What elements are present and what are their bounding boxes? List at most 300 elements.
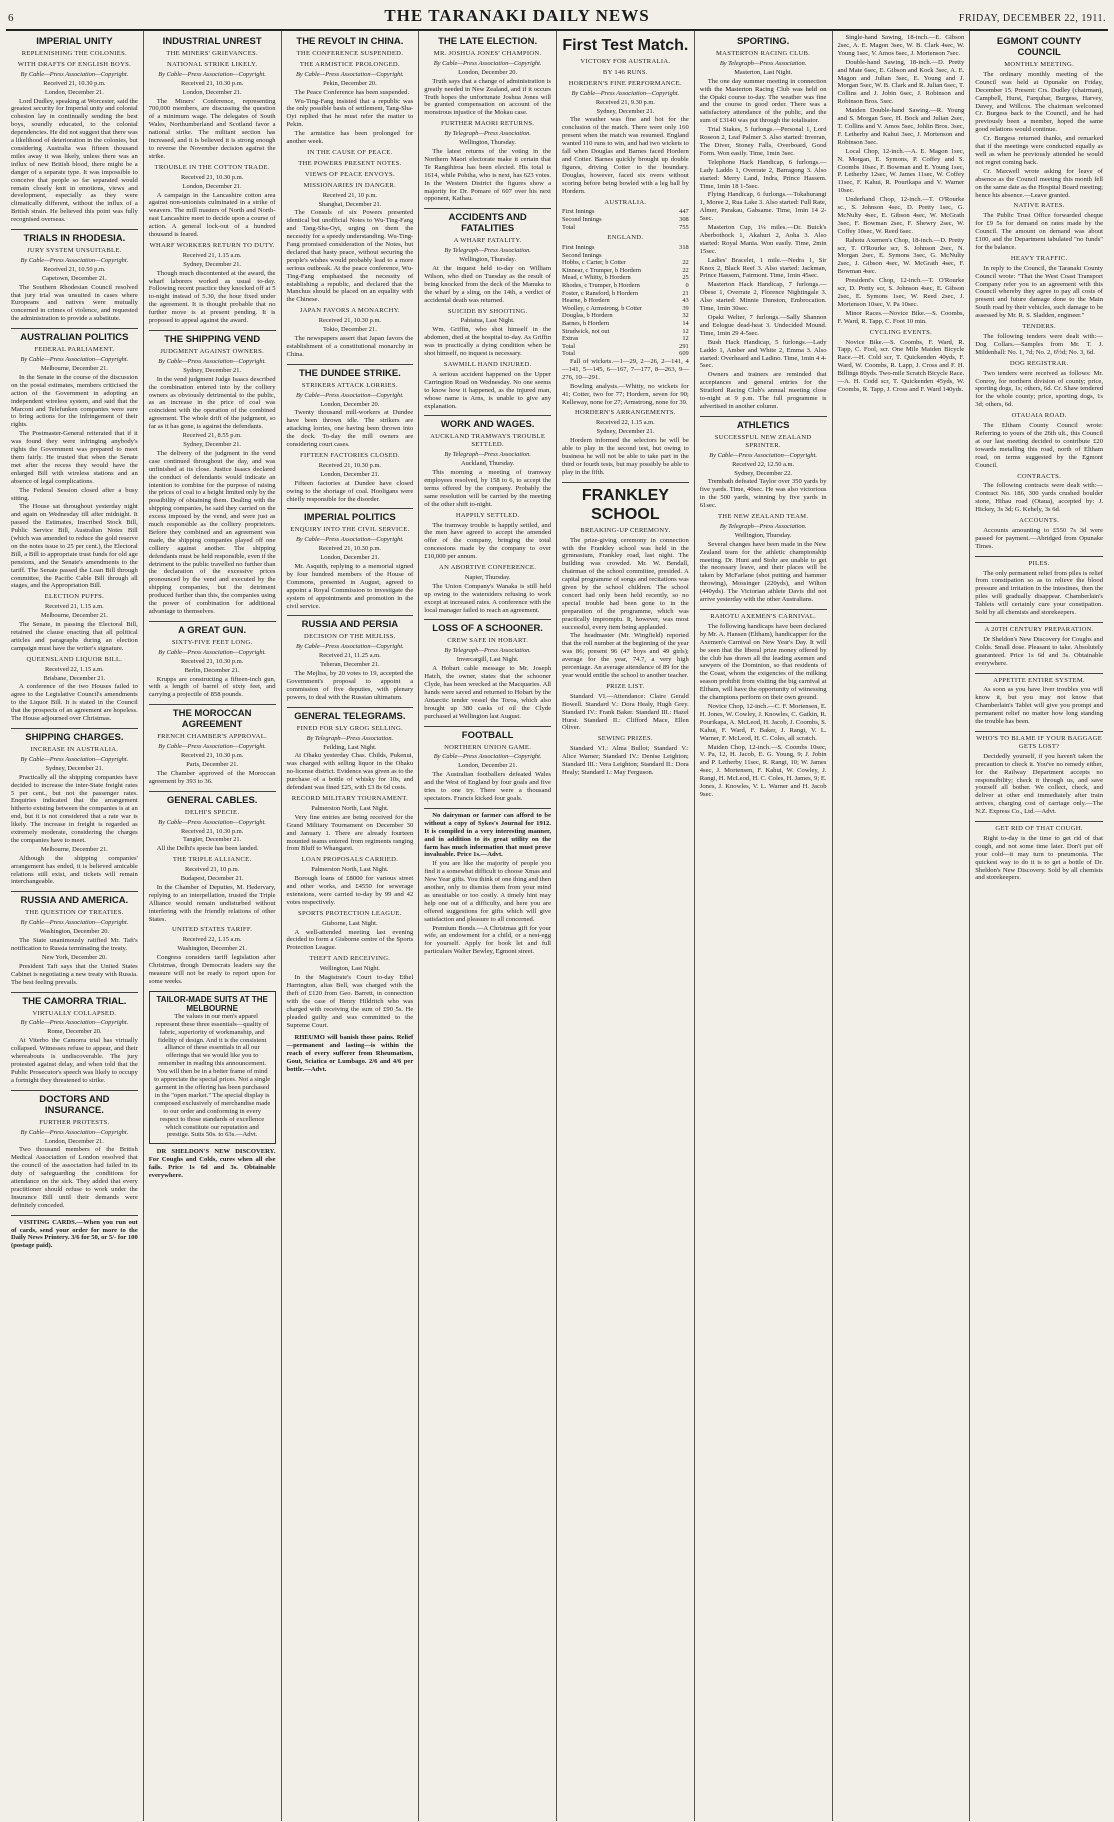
article-body: The tramway trouble is happily settled, and the men have agreed to accept the amended offer of the company, bringing the total concessions made by the company to over £10,000 per annum. xyxy=(424,521,551,561)
article-body: Owners and trainers are reminded that acceptances and general entries for the Stratford Racing Club's annual meeting close to-night at 9 p.m. The full programme is advertised in another column. xyxy=(699,371,827,410)
article-dundee-strike xyxy=(287,368,414,504)
subheading: NATIVE RATES. xyxy=(1013,202,1065,210)
race-result: Bush Hack Handicap, 5 furlongs.—Lady Laddo 1, Amber and White 2, Emma 3. Also started: Overheard and Ladino. Time, 1min 4 4-5sec. xyxy=(699,338,827,370)
article-body: Minor Races.—Novice Bike.—S. Coombs, F. Ward, R. Tapp, C. Foot 10 min. xyxy=(837,309,965,325)
article-moroccan-agreement xyxy=(149,708,276,785)
ad-body: As soon as you have liver troubles you will know it, but you may not know that Chamberlain's Tablet will give you prompt and permanent relief no matter how long standing the trouble has been. xyxy=(975,686,1103,726)
subheading: JUDGMENT AGAINST OWNERS. xyxy=(160,348,265,355)
article-body: The Chamber approved of the Moroccan agreement by 393 to 36. xyxy=(148,769,276,785)
article-body: The following contracts were dealt with:—Contract No. 186, 300 yards crushed boulder stone, Hihau road (Otaua), accepted by: J. Hickey, 3s 3d; G. Kehely, 3s 6d. xyxy=(975,482,1103,514)
headline: ATHLETICS xyxy=(736,419,790,431)
dateline: Berlin, December 21. xyxy=(184,666,240,674)
batting-row: Strudwick, not out 12 xyxy=(562,327,689,335)
byline: By Cable—Press Association—Copyright. xyxy=(158,70,266,78)
subheading: ACCOUNTS. xyxy=(1019,517,1060,525)
article-body: Very fine entries are being received for the Grand Military Tournament on December 30 and January 1. There are already fourteen mounted teams entered from regiments ranging from Bluff to Whangarei. xyxy=(286,813,414,853)
dateline: Sydney, December 22. xyxy=(734,469,793,477)
subheading: A 20TH CENTURY PREPARATION. xyxy=(984,626,1094,633)
subheading: DECISION OF THE MEJLISS. xyxy=(304,633,396,641)
fall-of-wickets: Fall of wickets.—1—29, 2—26, 2—141, 4—141, 5—145, 6—167, 7—177, 8—263, 9—276, 10—291. xyxy=(562,358,689,381)
received-line: Received 21, 9.30 p.m. xyxy=(595,98,655,106)
article-body: The Southern Rhodesian Council resolved that jury trial was unsuited in cases where Europeans and natives were mutually concerned in crimes of violence, and requested the administration to provide a substitute. xyxy=(11,283,138,323)
article-body: In the vend judgment Judge Isaacs described the combination entered into by the colliery owners as obviously detrimental to the public, as an increase in the price of coal was coincident with the operation of the combined agreement. The whole drift of the judgment, so far as it has gone, is against the defendants. xyxy=(148,375,276,431)
divider xyxy=(11,1215,138,1216)
score-table-australia xyxy=(562,208,689,231)
dateline: Palmerston North, Last Night. xyxy=(311,866,389,874)
batting-row: Extras 12 xyxy=(562,335,689,343)
divider xyxy=(975,556,1103,557)
subheading: JURY SYSTEM UNSUITABLE. xyxy=(27,247,122,255)
subheading: THEFT AND RECEIVING. xyxy=(309,955,391,963)
subheading: HEAVY TRAFFIC. xyxy=(1010,254,1068,262)
subheading: STRIKERS ATTACK LORRIES. xyxy=(301,381,398,389)
dateline: Feilding, Last Night. xyxy=(323,743,377,751)
dateline: Napier, Thursday. xyxy=(464,573,511,581)
divider xyxy=(424,619,551,620)
article-body: Although the shipping companies' arrangement has ended, it is believed amicable relations still exist, and tickets will remain interchangeable. xyxy=(11,854,138,886)
subheading: ELECTION PUFFS. xyxy=(44,593,105,601)
headline: GENERAL TELEGRAMS. xyxy=(294,710,406,722)
divider xyxy=(424,208,551,209)
subheading: SUICIDE BY SHOOTING. xyxy=(447,307,528,315)
received-line: Received 21, 10.30 p.m. xyxy=(180,173,244,181)
article-body: At the inquest held to-day on William Wilson, who died on Tuesday as the result of being knocked from the deck of the Manuka to the wharf by a sling, on the 14th, a verdict of accidental death was returned. xyxy=(424,265,551,304)
headline: AUSTRALIAN POLITICS xyxy=(20,332,129,344)
received-line: Received 21, 10.30 p.m. xyxy=(318,317,382,325)
dateline: Wellington, Last Night. xyxy=(319,965,380,973)
sewing-prizes: Standard VI.: Alma Bullot; Standard V.: Alice Warner; Standard IV.: Denise Leighton; Standard III.: Vera Leighton; Standard II.: Dora Healy; Standard I.: May Ferguson. xyxy=(562,745,689,776)
advertisement-rheumo: RHEUMO will banish those pains. Relief—permanent and lasting—is within the reach of every sufferer from Rheumatism, Gout, Sciatica or Lumbago. 2/6 and 4/6 per bottle.—Advt. xyxy=(286,1034,414,1074)
ad-body: The only permanent relief from piles is relief from constipation so as to relieve the blood pressure and irritation in the intestines, then the piles will gradually disappear. Chamberlain's Tablets will certainly cure your constipation. Sold by all chemists and storekeepers. xyxy=(975,569,1103,617)
dateline: Shanghai, December 21. xyxy=(318,200,382,208)
subheading: FURTHER MAORI RETURNS. xyxy=(441,120,535,128)
divider xyxy=(11,992,138,993)
article-body: Trembath defeated Taylor over 350 yards by five yards. Time, 40sec. He was also victorious in the 500 yards, winning by five yards in 61sec. xyxy=(699,478,827,510)
dateline: Wellington, Thursday. xyxy=(734,531,792,539)
article-body: Accounts amounting to £550 7s 3d were passed for payment.—Abridged from Opunake Times. xyxy=(975,526,1103,550)
byline: By Cable—Press Association—Copyright. xyxy=(571,89,680,97)
dateline: Brisbane, December 21. xyxy=(43,674,106,682)
article-athletics xyxy=(700,420,827,604)
batting-row: Hearne, b Hordern 43 xyxy=(562,297,689,305)
article-australian-politics xyxy=(11,332,138,723)
subheading: THE QUESTION OF TREATIES. xyxy=(25,909,124,917)
ad-body: Dr Sheldon's New Discovery for Coughs and Colds. Small dose. Pleasant to take. Absolutely guaranteed. Price 1s 6d and 3s. Obtainable everywhere. xyxy=(975,635,1103,667)
article-body: Krupps are constructing a fifteen-inch gun, with a length of barrel of sixty feet, and carrying a projectile of 858 pounds. xyxy=(148,675,276,699)
divider xyxy=(149,621,276,622)
subheading: RECORD MILITARY TOURNAMENT. xyxy=(291,794,409,802)
subheading: IN THE CAUSE OF PEACE. xyxy=(307,148,393,156)
article-shipping-vend xyxy=(149,334,276,616)
dateline: Sydney, December 21. xyxy=(596,107,655,115)
article-body: Maiden Chop, 12-inch.—S. Coombs 10sec, V. Pa, 12, H. Jacob, E. G. Young, 9; J. Jobin and P. Letherby 11sec, R. Rangi, 10; W. James 4sec, J. Mortensen, F. Kahui, W. Cowley, J. Rangi, H. McLeod, H. C. Coles, H. James, 9; E. Jones, J. Knowles, V. L. Warner and H. Jacob 9sec. xyxy=(699,743,827,798)
subheading: THE TRIPLE ALLIANCE. xyxy=(172,856,252,864)
subheading: SIXTY-FIVE FEET LONG. xyxy=(171,638,253,646)
article-body: Truth says that a change of administration is greatly needed in New Zealand, and if it occurs Truth hopes the unfortunate Joshua Jones will be granted compensation on account of the monstrous injustice of the Mokau case. xyxy=(424,77,551,117)
subheading: SEWING PRIZES. xyxy=(597,735,653,743)
dateline: London, December 20. xyxy=(320,400,380,408)
received-line: Received 21, 11.25 a.m. xyxy=(319,652,381,660)
divider xyxy=(424,415,551,416)
article-body: The Postmaster-General reiterated that if it was found they were infringing anybody's rights the Government was prepared to meet them fairly. He trusted that when the Senate met after the recess they would have the enlarged Bill with wireless stations and an absence of legal complications. xyxy=(11,430,138,485)
article-body: The prize-giving ceremony in connection with the Frankley school was held in the gymnasium, Frankley road, last night. The building was crowded. Mr. W. Bendall, chairman of the school committee, presided. A capital programme of songs and recitations was given by the school children. The school concert had only been held recently, so no special trouble had been gone to in the preparation of the programme, which was practically impromptu. It, however, was most successful, every item being applauded. xyxy=(562,536,689,631)
subheading: THE CONFERENCE SUSPENDED. xyxy=(296,50,404,57)
race-result: Opaki Welter, 7 furlongs.—Sally Shannon and Eelogue dead-heat 3. Undecided Mound. Time, 1min 29 4-5sec. xyxy=(699,314,827,337)
byline: By Telegraph—Press Association. xyxy=(719,59,807,67)
score-row: Total 755 xyxy=(562,223,689,231)
received-line: Received 21, 10.30 p.m. xyxy=(180,657,244,665)
race-result: Flying Handicap, 6 furlongs.—Tokahurangi 1, Moree 2, Rua Lake 3. Also started: Full Rate, Almer, Parakau, Gabsame. Time, 1min 14 2-5sec. xyxy=(699,191,827,223)
article-industrial-unrest xyxy=(149,36,276,325)
article-body: The weather was fine and hot for the conclusion of the match. There were only 160 present when the match was resumed. England wanted 110 runs to win, and had two wickets to fall when Douglas and Barnes faced Hordern and Cotter. Barnes quickly brought up double figures, driving Cotter to the boundary. Douglas, however, faced six overs without scoring before being bowled with a leg ball by Hordern. xyxy=(562,116,689,195)
subheading: DOG REGISTRAR. xyxy=(1009,359,1069,367)
article-body: A Hobart cable message to Mr. Joseph Hatch, the owner, states that the schooner Clyde, has been wrecked at the Macquaries. All hands were saved and returned to Hobart by the Antarctic tender vessel the Toroa, which also brought up 380 casks of oil the Clyde purchased at Wellington last August. xyxy=(424,665,551,720)
subheading: AUCKLAND TRAMWAYS TROUBLE SETTLED. xyxy=(430,433,546,449)
article-body: The ordinary monthly meeting of the Council was held at Opunake on Friday, December 15. Present: Crs. Dudley (chairman), Campbell, Hurst, Farquhar, Burgess, Harvey, Davey, and Willcox. The chairman welcomed Cr. Burgess back to the Council, and he had previously been a member, hoped the same good relations would continue. xyxy=(975,70,1103,134)
byline: By Cable—Press Association—Copyright. xyxy=(20,755,129,763)
byline: By Cable—Press Association—Copyright. xyxy=(295,70,404,78)
dateline: London, December 21. xyxy=(320,470,380,478)
subheading: GET RID OF THAT COUGH. xyxy=(995,825,1083,833)
byline: By Cable—Press Association—Copyright. xyxy=(433,59,542,67)
article-late-election xyxy=(424,36,551,203)
subheading: VIEWS OF PEACE ENVOYS. xyxy=(304,170,395,178)
byline: By Cable—Press Association—Copyright. xyxy=(20,1128,129,1136)
divider xyxy=(11,1090,138,1091)
subheading: HORDERN'S FINE PERFORMANCE. xyxy=(568,79,682,87)
subheading: BY 146 RUNS. xyxy=(602,68,648,76)
byline: By Cable—Press Association—Copyright. xyxy=(20,70,129,78)
article-body: Several changes have been made in the New Zealand team for the athletic championship meeting. Dr. Hunt and Stohr are unable to get the necessary leave, and their places will be taken by McFarlane (shot putting and hammer throwing), Mossinger (220yds), and Wilton (440yds). The Victorian athlete Davis did not arrive yesterday with the other Australians. xyxy=(699,540,827,604)
dateline: Teheran, December 21. xyxy=(320,661,380,669)
subheading: JAPAN FAVORS A MONARCHY. xyxy=(299,307,400,315)
subheading: FEDERAL PARLIAMENT. xyxy=(34,346,115,354)
received-line: Received 21, 10.50 p.m. xyxy=(43,265,106,273)
article-body: The Eltham County Council wrote: Referring to yours of the 26th ult., this Council at our last meeting decided to contribute £20 towards metalling this road, north of Eltham road, on terms suggested by the Egmont Council. xyxy=(975,422,1103,469)
advertisement-baggage xyxy=(975,735,1103,816)
article-russia-america xyxy=(11,895,138,986)
article-imperial-unity xyxy=(11,36,138,224)
article-body: Congress considers tariff legislation after Christmas, though Democrats leaders say the measure will not be ready to report upon for some weeks. xyxy=(148,954,276,985)
subheading: MASTERTON RACING CLUB. xyxy=(716,50,811,57)
received-line: Received 22, 12.50 a.m. xyxy=(732,460,795,468)
score-row: First Innings 318 xyxy=(562,244,689,252)
dateline: Tokio, December 21. xyxy=(322,326,377,334)
article-loss-of-schooner xyxy=(424,623,551,720)
subheading: FRENCH CHAMBER'S APPROVAL. xyxy=(157,733,268,741)
article-imperial-politics xyxy=(287,512,414,610)
article-body: A conference of the two Houses failed to agree to the Legislative Council's amendments to the Liquor Bill. It is stated in the Council that the prospects of an agreement are hopeless. The House adjourned over Christmas. xyxy=(11,683,138,723)
divider xyxy=(149,330,276,331)
article-body: Two thousand members of the British Medical Association of London resolved that the council of the association had failed in its duty of safeguarding the conditions for attendance on the sick. They added that every practitioner should refuse to work under the Insurance Bill until their demands were definitely conceded. xyxy=(11,1146,138,1209)
divider xyxy=(975,821,1103,822)
article-body: In the Senate in the course of the discussion on the postal estimates, members criticised the action of the Government in adopting an independent wireless system, and said that the Marconi and Telefunken companies were sure to bring actions for the infringement of their rights. xyxy=(11,373,138,429)
article-general-cables xyxy=(149,795,276,986)
race-result: Masterton Cup, 1¼ miles.—Dr. Buick's Aberbothock 1, Akahuri 2, Aoha 3. Also started: Royal Mania. Won easily. Time, 2min 15sec. xyxy=(699,224,827,255)
headline: RUSSIA AND AMERICA. xyxy=(20,895,129,907)
subheading: A WHARF FATALITY. xyxy=(453,237,522,245)
article-body: The delivery of the judgment in the vend case continued throughout the day, and was unfinished at its close. Justice Isaacs declared the conduct of defendants would indicate an intention to combine for the purpose of raising the prices of coal to a height limited only by the possibility of obtaining them. Dealing with the shipping companies, he said they carried on the excess imposed by the vend, and were just as much responsible as the colliery proprietors. Before they combined and an agreement was made, the shipping companies played off one colliery against another. The shipping defendants must be held responsible, even if the detriment to the public travelled no further than the declaration of the excessive prices pronounced by the vend and executed by the shipping companies, but the detriment produced further than this, the companies using the power of combination for additional advantage to themselves. xyxy=(148,449,276,615)
headline: FRANKLEY SCHOOL xyxy=(581,486,669,523)
byline: By Cable—Press Association—Copyright. xyxy=(709,451,817,459)
dateline: New York, December 20. xyxy=(41,953,107,961)
article-body: In reply to the Council, the Taranaki County Council wrote: "That the West Coast Transport Company refer you to an agreement with this Council whereby they agree to pay all costs of present and future damage done to the Main South road by their vehicles, such damage to be assessed by Mr. R. S. Sladden, engineer." xyxy=(975,264,1103,320)
received-line: Received 21, 10.30 p.m. xyxy=(180,827,244,835)
subheading: NORTHERN UNION GAME. xyxy=(444,743,532,751)
advertisement-visiting-cards: VISITING CARDS.—When you run out of cards, send your order for more to the Daily News Printery. 3/6 for 50, or 5/- for 100 (postage paid). xyxy=(11,1218,138,1250)
masthead xyxy=(6,4,1108,31)
subheading: WHARF WORKERS RETURN TO DUTY. xyxy=(149,241,275,249)
divider xyxy=(11,229,138,230)
subheading: NATIONAL STRIKE LIKELY. xyxy=(166,60,258,68)
issue-date: FRIDAY, DECEMBER 22, 1911. xyxy=(958,13,1106,24)
subheading: WITH DRAFTS OF ENGLISH BOYS. xyxy=(17,60,132,68)
article-egmont-county-council xyxy=(975,36,1103,551)
article-body: Wu-Ting-Fang insisted that a republic was the only possible basis of settlement, Tang-Sha-Oyi replied that he must refer the matter to Pekin. xyxy=(286,97,414,129)
article-body: The Peace Conference has been suspended. xyxy=(294,88,410,96)
batting-row: Barnes, b Hordern 14 xyxy=(562,320,689,328)
article-body: The Federal Session closed after a busy sitting. xyxy=(11,486,138,502)
headline: LOSS OF A SCHOONER. xyxy=(432,623,543,635)
headline: THE MOROCCAN AGREEMENT xyxy=(172,708,252,731)
race-result: Trial Stakes, 5 furlongs.—Personal 1, Lord Roseon 2, Leaf Palmer 3. Also started: Inveran, The Diver, Stoney Falls, Overboard, Good Form. Won easily. Time, 1min 3sec. xyxy=(699,126,827,157)
subheading: ENGLAND. xyxy=(607,234,644,242)
batting-row: Rhodes, c Trumper, b Hordern 0 xyxy=(562,282,689,290)
byline: By Cable—Press Association—Copyright. xyxy=(20,256,129,264)
article-body: This morning a meeting of tramway employees resolved, by 158 to 6, to accept the terms offered by the company. Probably the same resolution will be carried by the meeting of the other shift to-night. xyxy=(424,469,551,508)
subheading: CREW SAFE IN HOBART. xyxy=(447,637,529,645)
divider xyxy=(424,726,551,727)
advertisement-premium-bonds: Premium Bonds.—A Christmas gift for your wife, an endowment for a child, or a nest-egg for yourself. Apply for book let and full particulars Walter Bewley, Egmont street. xyxy=(424,924,551,956)
subheading: THE POWERS PRESENT NOTES. xyxy=(298,159,402,167)
subheading: BREAKING-UP CEREMONY. xyxy=(580,526,671,534)
headline: First Test Match. xyxy=(562,37,689,54)
headline: RUSSIA AND PERSIA xyxy=(301,619,399,631)
article-sporting xyxy=(700,36,827,411)
article-body: The following handicaps have been declared by Mr. A. Hansen (Eltham), handicapper for the Axemen's Carnival on New Year's Day. It will be seen that the liberal prize money offered by the club has drawn all the leading axemen and sawyers of the Dominion, so that residents of the Coast, whom the exigencies of the milking season prohibit from visiting the big carnival at Eltham, will have the opportunity of witnessing the champions perform on their own ground. xyxy=(699,622,827,702)
batting-row: Kinnear, c Trumper, b Hordern 22 xyxy=(562,266,689,274)
subheading: PRIZE LIST. xyxy=(606,682,645,690)
headline: TRIALS IN RHODESIA. xyxy=(23,233,126,245)
subheading: ENQUIRY INTO THE CIVIL SERVICE. xyxy=(290,526,410,534)
subheading: WHO'S TO BLAME IF YOUR BAGGAGE GETS LOST? xyxy=(976,734,1103,750)
byline: By Cable—Press Association—Copyright. xyxy=(20,356,129,364)
article-body: The State unanimously ratified Mr. Taft's notification to Russia terminating the treaty. xyxy=(11,937,138,952)
dateline: London, December 21. xyxy=(44,1137,104,1145)
article-body: The Australian footballers defeated Wales and the West of England by four goals and five tries to one try. There were a thousand spectators. Francis kicked four goals. xyxy=(424,771,551,802)
byline: By Telegraph—Press Association. xyxy=(444,451,531,459)
batting-row: Douglas, b Hordern 32 xyxy=(562,312,689,320)
divider xyxy=(11,328,138,329)
byline: By Cable—Press Association—Copyright. xyxy=(295,643,404,651)
subheading: TENDERS. xyxy=(1022,323,1056,331)
subheading: PILES. xyxy=(1028,559,1050,567)
article-body: The headmaster (Mr. Wingfield) reported that the roll number at the beginning of the year was 86; present 96 (47 boys and 49 girls); average for the year, 74.7, a very high percentage. An average attendance of 89 for the year would entitle the school to another teacher. xyxy=(562,632,689,679)
headline: THE LATE ELECTION. xyxy=(438,36,538,47)
article-body: Novice Chop, 12-inch.—C. F. Mortensen, E. H. Jones, W. Cowley, J. Knowles, C. Gatkin, R. Pourikapa, A. McLeod, H. Jacob, J. Coombs, S. Kahui, F. Ward, F. Baker, J. Rangi, V. L. Warner, F. McLeod, H. C. Coles, all scratch. xyxy=(699,702,827,742)
article-body: Two tenders were received as follows: Mr. Conroy, for northern division of county; price, sporting dogs, 1s; others, 6d. Cr. Shaw tendered for the whole county; price, sporting dogs, 1s 3d; others, 6d. xyxy=(975,369,1103,409)
advertisement-sykes-journal: No dairyman or farmer can afford to be without a copy of Sykes's Journal for 1912. It is compiled in a very interesting manner, and in addition to its great utility on the farm has much information that must prove invaluable. Price 1s.—Advt. xyxy=(424,811,551,859)
subheading: CONTRACTS. xyxy=(1017,472,1062,480)
article-frankley-school xyxy=(562,486,689,777)
divider xyxy=(11,891,138,892)
article-body: Fifteen factories at Dundee have closed owing to the shortage of coal. Hooligans were chiefly responsible for the disorder. xyxy=(286,479,414,503)
advertisement-gifts: If you are like the majority of people you find it a somewhat difficult to choose Xmas and New Year gifts. You think of one thing and then another, only to dismiss them from your mind as unsuitable or too costly. A timely hint may help one out of a difficulty, and here you are offered suggestions for gifts which will give satisfaction and pleasure to all concerned. xyxy=(424,860,551,923)
ad-body: Right to-day is the time to get rid of that cough, and not some time later. Don't put off your cold—it may turn to pneumonia. The quickest way to do it is to get a bottle of Dr. Sheldon's New Discovery. Sold by all chemists and storekeepers. xyxy=(975,834,1103,882)
article-body: All the Delhi's specie has been landed. xyxy=(156,845,259,853)
dateline: London, December 21. xyxy=(320,554,380,562)
subheading: MISSIONARIES IN DANGER. xyxy=(303,181,397,189)
byline: By Cable—Press Association—Copyright. xyxy=(158,357,266,365)
subheading: THE ARMISTICE PROLONGED. xyxy=(299,60,400,68)
dateline: Tangier, December 21. xyxy=(183,836,242,844)
dateline: Capetown, December 21. xyxy=(41,274,107,282)
columns xyxy=(6,31,1108,1821)
dateline: Masterton, Last Night. xyxy=(734,68,793,76)
headline: GENERAL CABLES. xyxy=(166,794,258,806)
article-body: At Viterbo the Camorra trial has virtually collapsed. Witnesses refuse to appear, and their whereabouts is undiscoverable. The jury protested against delay, and when told that the Public Prosecutor's speech was likely to occupy a fortnight they threatened to strike. xyxy=(11,1037,138,1084)
dateline: Paris, December 21. xyxy=(186,760,239,768)
subheading: SPORTS PROTECTION LEAGUE. xyxy=(298,909,402,917)
subheading: MR. JOSHUA JONES' CHAMPION. xyxy=(433,50,542,57)
divider xyxy=(975,622,1103,623)
headline: SPORTING. xyxy=(736,36,790,47)
dateline: London, December 21. xyxy=(458,762,518,770)
byline: By Telegraph—Press Association. xyxy=(719,522,807,530)
article-body: The newspapers assert that Japan favors the establishment of a constitutional monarchy in China. xyxy=(286,335,414,358)
prize-list: Standard VI.—Attendance: Claire Gerald Bowell. Standard V.: Dora Healy, Hugh Grey. Standard IV.: Frank Baker. Standard III.: Hazel Hurst. Standard II.: Clifford Mace, Ellen Oliver. xyxy=(562,692,689,732)
batting-row: Woolley, c Armstrong, b Cotter 39 xyxy=(562,304,689,312)
dateline: Pahiatua, Last Night. xyxy=(460,317,515,325)
divider xyxy=(700,416,827,417)
column-3 xyxy=(282,31,420,1821)
newspaper-title: THE TARANAKI DAILY NEWS xyxy=(384,6,650,25)
dateline: Pekin, December 20. xyxy=(323,79,377,87)
subheading: DELHI'S SPECIE. xyxy=(184,808,240,816)
headline: IMPERIAL UNITY xyxy=(36,36,113,47)
divider xyxy=(700,609,827,610)
byline: By Cable—Press Association—Copyright. xyxy=(295,536,404,544)
article-russia-persia xyxy=(287,619,414,701)
subheading: THE MINERS' GRIEVANCES. xyxy=(166,50,258,57)
article-body: Single-hand Sawing, 18-inch.—E. Gibson 2sec, A. E. Magon 3sec, W. B. Clark 4sec, W. Young 1sec, V. Amos 6sec, J. Mortenson 7sec. xyxy=(837,34,965,57)
article-body: A campaign in the Lancashire cotton area against non-unionists culminated in a strike of weavers. The mill masters of North and North-east Lancashire meet to decide upon a course of action. A general lock-out of a hundred thousand is feared. xyxy=(148,191,276,239)
divider xyxy=(975,673,1103,674)
headline: THE DUNDEE STRIKE. xyxy=(298,367,401,379)
article-body: In the Magistrate's Court to-day Ethel Harrington, alias Bell, was charged with the theft of £120 from Geo. Barrett, in connection with the case of Henry Hildritch who was charged with receiving the sum of £90 5s. He pleaded guilty and was committed to the Supreme Court. xyxy=(286,974,414,1029)
byline: By Cable—Press Association—Copyright. xyxy=(158,648,266,656)
received-line: Received 22, 1.15 a.m. xyxy=(596,419,655,427)
dateline: Palmerston North, Last Night. xyxy=(311,804,389,812)
article-general-telegrams xyxy=(287,711,414,1030)
dateline: Sydney, December 21. xyxy=(45,764,104,772)
byline: By Cable—Press Association—Copyright. xyxy=(295,391,404,399)
headline: WORK AND WAGES. xyxy=(440,419,535,431)
article-body: Cr. Burgess returned thanks, and remarked that if the meetings were conducted equally as well as when he previously attended he would not regret coming back. xyxy=(975,135,1103,166)
dateline: London, December 21. xyxy=(44,88,104,96)
article-body: In the Chamber of Deputies, M. Hedervary, replying to an interpellation, trusted the Triple Alliance would remain undisturbed without interfering with the friendly relations of other States. xyxy=(148,883,276,923)
subheading: MONTHLY MEETING. xyxy=(1004,61,1075,68)
dateline: Sydney, December 21. xyxy=(183,260,242,268)
article-body: Twenty thousand mill-workers at Dundee have been thrown idle. The strikers are attacking lorries, one having been thrown into the dock. To-day the mill owners are considering court cases. xyxy=(286,409,414,449)
ad-body: Decidedly yourself, if you haven't taken the precaution to check it. You've no remedy either, for the Railway Department accepts no responsibility; check it through us, and save yourself all bother. We collect, check, and deliver at other end immediately after train arrives, charging cost of carriage only.—The N.Z. Express Co., Ltd.—Advt. xyxy=(975,752,1103,816)
subheading: AUSTRALIA. xyxy=(604,198,647,206)
article-body: A well-attended meeting last evening decided to form a Gisborne centre of the Sports Protection League. xyxy=(286,928,414,952)
article-body: Underhand Chop, 12-inch.—T. O'Rourke sc., S. Johnson 4sec, D. Pretty 1sec, G. McNulty 4sec, E. Gibson 4sec, W. McGrath 3sec, F. Bowman 2sec, F. Shewry 2sec, W. Coffey 10sec, W. Reed 6sec. xyxy=(837,196,965,235)
headline: FOOTBALL xyxy=(461,729,514,741)
score-row: Total 291 xyxy=(562,342,689,350)
subheading: SUCCESSFUL NEW ZEALAND SPRINTER. xyxy=(714,433,812,449)
received-line: Received 21, 8.55 p.m. xyxy=(182,432,242,440)
divider xyxy=(11,728,138,729)
headline: A GREAT GUN. xyxy=(178,624,247,636)
article-body: Wm. Griffin, who shot himself in the abdomen, died at the hospital to-day. As Griffin was in practically a dying condition when he shot himself, no inquest is necessary. xyxy=(424,326,551,358)
received-line: Received 21, 10 p.m. xyxy=(184,866,240,874)
subheading: VICTORY FOR AUSTRALIA. xyxy=(580,58,671,65)
column-4 xyxy=(419,31,557,1821)
divider xyxy=(149,704,276,705)
article-body: Rahotu Axemen's Chop, 18-inch.—D. Pretty scr, T. O'Rourke scr, S. Johnson 2sec, N. Morgan 2sec, E. Symons 3sec, G. McNulty 2sec, J. Gibson 4sec, W. McGrath 4sec, F. Bowman 4sec. xyxy=(837,236,965,276)
dateline: Rome, December 20. xyxy=(47,1028,102,1036)
divider xyxy=(287,364,414,365)
received-line: Received 21, 10.30 p.m. xyxy=(318,461,382,469)
subheading: TROUBLE IN THE COTTON TRADE. xyxy=(154,163,270,171)
race-result: Telephone Hack Handicap, 6 furlongs.—Lady Laddo 1, Overrate 2, Barragong 3. Also started: Merry Land, Indra, Prince Hassem. Time, 1min 18 1-5sec. xyxy=(699,158,827,190)
headline: IMPERIAL POLITICS xyxy=(304,512,396,524)
byline: By Cable—Press Association—Copyright. xyxy=(158,743,266,751)
dateline: Wellington, Thursday. xyxy=(459,256,516,264)
subheading: APPETITE ENTIRE SYSTEM. xyxy=(993,676,1085,684)
article-body: The latest returns of the voting in the Northern Maori electorate make it certain that Te Rangihiroa has been elected. His total is 1614, while Pohiha, who is next, has 623 votes. In the Western District the figures show a majority for Dr. Pomare of 607 over his next opponent, Kaihau. xyxy=(424,147,551,203)
subheading: CYCLING EVENTS. xyxy=(869,328,933,336)
advertisement-piles xyxy=(975,560,1103,617)
received-line: Received 22, 1.15 a.m. xyxy=(182,936,242,944)
column-2 xyxy=(144,31,282,1821)
subheading: VIRTUALLY COLLAPSED. xyxy=(32,1009,117,1017)
column-6 xyxy=(695,31,833,1821)
dateline: Melbourne, December 21. xyxy=(40,845,108,853)
score-row: Second Innings 308 xyxy=(562,216,689,223)
article-camorra-trial xyxy=(11,996,138,1085)
divider xyxy=(149,791,276,792)
article-body: Borough loans of £8000 for various street and other works, and £4550 for sewerage extensions, were carried to-day by 99 and 42 votes respectively. xyxy=(286,875,414,906)
article-body: Novice Bike.—S. Coombs, F. Ward, R. Tapp, C. Fool, scr. One Mile Maiden Bicycle Race.—H. Cold scr, T. Quickenden 40yds, F. Ward, W. Coombs, R. Lapp, J. Cross and F. H. Billings 80yds. Two-mile Scratch Bicycle Race.—A. H. Codd scr, T. Quickenden 45yds, W. Coombs, R. Tapp, J. Cross and F. Ward 140yds. xyxy=(837,338,965,393)
byline: By Telegraph—Press Association. xyxy=(306,734,394,742)
divider xyxy=(562,482,689,483)
subheading: OTAUAIA ROAD. xyxy=(1011,412,1067,420)
batting-row: Mead, c Whitty, b Hordern 25 xyxy=(562,274,689,282)
dateline: Washington, December 20. xyxy=(39,928,110,936)
subheading: LOAN PROPOSALS CARRIED. xyxy=(301,856,399,864)
article-football xyxy=(424,730,551,803)
score-row: First Innings 447 xyxy=(562,208,689,216)
advertisement-preparation xyxy=(975,626,1103,668)
subheading: QUEENSLAND LIQUOR BILL. xyxy=(26,655,123,663)
article-body: The Miners' Conference, representing 700,000 members, are discussing the question of a minimum wage. The delegates of South Wales, Northumberland and Scotland favor a national strike. The militant section has increased, and it is believed it is strong enough to reverse the November decision against the strike. xyxy=(148,97,276,160)
column-5 xyxy=(557,31,695,1821)
article-body: Hordern informed the selectors he will be able to play in the second test, but owing to business he will not be able to take part in the third or fourth tests, but may possibly be able to play in the fifth. xyxy=(562,437,689,476)
headline: THE CAMORRA TRIAL. xyxy=(22,995,127,1007)
dateline: Auckland, Thursday. xyxy=(461,460,515,468)
dateline: Melbourne, December 21. xyxy=(40,365,108,372)
race-result: Ladies' Bracelet, 1 mile.—Nedra 1, Sir Knox 2, Black Reef 3. Also started: Jackman, Prince Hassem, Fairmont. Time, 1min 45sec. xyxy=(699,256,827,280)
score-row: Total 609 xyxy=(562,350,689,358)
dateline: Invercargill, Last Night. xyxy=(456,656,519,664)
batting-row: Hobbs, c Carter, b Cotter 22 xyxy=(562,259,689,267)
article-shipping-charges xyxy=(11,732,138,886)
article-body: The Senate, in passing the Electoral Bill, retained the clause enacting that all political articles and paragraphs during an election campaign must have the writer's signature. xyxy=(11,621,138,652)
divider xyxy=(287,707,414,708)
